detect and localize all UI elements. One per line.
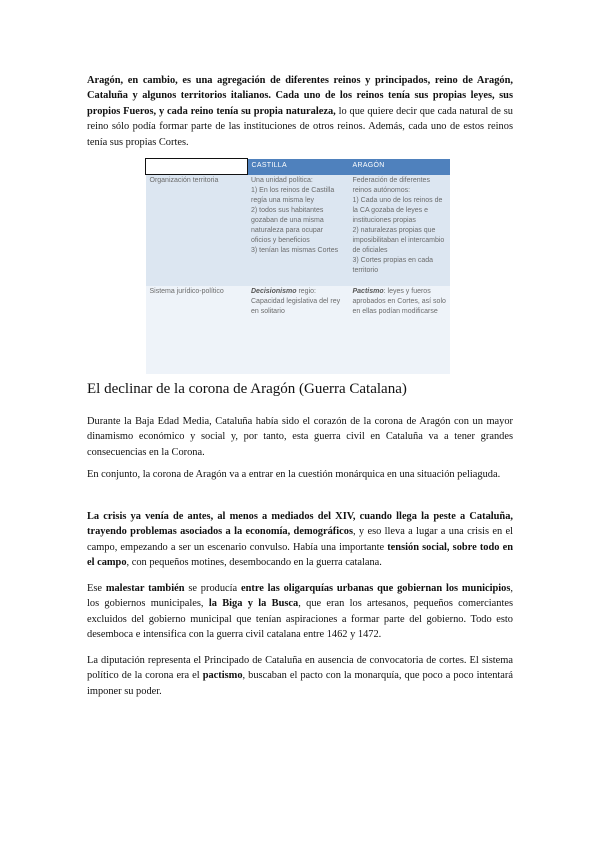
cell-emphasis: Pactismo xyxy=(352,287,384,295)
plain-text: , con pequeños motines, desembocando en la guerra catalana. xyxy=(126,557,382,569)
bold-text: la Biga y la Busca xyxy=(208,598,299,610)
section-heading: El declinar de la corona de Aragón (Guerra Catalana) xyxy=(87,381,407,397)
cell-text: 1) En los reinos de Castilla regía una misma ley xyxy=(251,186,335,204)
cell-text: 2) todos sus habitantes gozaban de una misma naturaleza para ocupar oficios y beneficios xyxy=(251,206,324,244)
table-cell-aragon xyxy=(349,175,451,286)
table-row-label: Sistema jurídico-político xyxy=(146,286,248,374)
cell-text: Una unidad política: xyxy=(251,176,313,184)
bold-text: pactismo xyxy=(202,670,243,682)
plain-text: lo que quiere decir que cada natural de su reino sólo podía formar parte de las instituciones de otros reinos. Además, cada uno de estos reinos tenía sus propias Cortes. xyxy=(87,105,513,148)
paragraph-crisis xyxy=(87,509,513,571)
cell-text: 3) tenían las mismas Cortes xyxy=(251,246,339,254)
plain-text: Ese xyxy=(87,583,106,594)
cell-text: : leyes y fueros aprobados en Cortes, así solo en ellas podían modificarse xyxy=(352,287,446,315)
plain-text: , y eso lleva a lugar a una crisis en el campo, empezando a ser un escenario convulso. Había una importante xyxy=(87,526,513,553)
paragraph-cuestion-monarquica: En conjunto, la corona de Aragón va a entrar en la cuestión monárquica en una situación peliaguda. xyxy=(87,469,501,480)
cell-text: 3) Cortes propias en cada territorio xyxy=(352,256,434,274)
plain-text: , que eran los artesanos, pequeños comerciantes excluidos del gobierno municipal que tenían aspiraciones a formar parte del gobierno. Todo esto desemboca e intensifica con la guerra civil catalana entre 1462 y 1472. xyxy=(87,598,513,641)
bold-text: Aragón, en cambio, es una agregación de diferentes reinos y principados, reino de Aragón, Cataluña y algunos territorios italianos. Cada uno de los reinos tenía sus propias leyes, sus propios Fueros, y cada reino tenía su propia naturaleza, xyxy=(87,75,513,117)
cell-emphasis: Decisionismo xyxy=(251,287,297,295)
bold-text: La crisis ya venía de antes, al menos a mediados del XIV, cuando llega la peste a Cataluña, trayendo problemas asociados a la economía, demográficos xyxy=(87,511,513,538)
table-header-row xyxy=(146,159,451,175)
table-cell-aragon xyxy=(349,286,451,374)
table-header-aragon: ARAGÓN xyxy=(349,159,451,175)
table-row xyxy=(146,175,451,286)
bold-text: entre las oligarquías urbanas que gobiernan los municipios xyxy=(240,583,511,594)
paragraph-malestar xyxy=(87,581,513,643)
paragraph-aragon-kingdoms xyxy=(87,73,513,150)
cell-text: 1) Cada uno de los reinos de la CA gozaba de leyes e instituciones propias xyxy=(352,196,443,224)
cell-text: Federación de diferentes reinos autónomos: xyxy=(352,176,430,194)
plain-text: La diputación representa el Principado de Cataluña en ausencia de convocatoria de cortes. El sistema político de la corona era el xyxy=(87,655,513,682)
paragraph-baja-edad-media: Durante la Baja Edad Media, Cataluña había sido el corazón de la corona de Aragón con un mayor dinamismo económico y social y, por tanto, esta guerra civil en Cataluña va a tener grandes consecuencias en la Corona. xyxy=(87,416,513,458)
bold-text: tensión social, sobre todo en el campo xyxy=(87,541,513,569)
table-cell-castilla xyxy=(247,286,349,374)
table-header-castilla: CASTILLA xyxy=(247,159,349,175)
table-header-corner xyxy=(146,159,248,175)
cell-text: Capacidad legislativa del rey en solitario xyxy=(251,297,341,315)
table-row-label: Organización territoria xyxy=(146,175,248,286)
plain-text: , los gobiernos municipales, xyxy=(87,583,513,610)
table-cell-castilla xyxy=(247,175,349,286)
bold-text: malestar también xyxy=(105,583,185,594)
paragraph-diputacion xyxy=(87,653,513,699)
plain-text: , buscaban el pacto con la monarquía, que poco a poco intentará imponer su poder. xyxy=(87,670,513,697)
cell-text: regio: xyxy=(296,287,316,295)
comparison-table xyxy=(145,158,450,374)
plain-text: se producía xyxy=(184,583,241,594)
cell-text: 2) naturalezas propias que imposibilitaban el intercambio de oficiales xyxy=(352,226,445,254)
table-row xyxy=(146,286,451,374)
